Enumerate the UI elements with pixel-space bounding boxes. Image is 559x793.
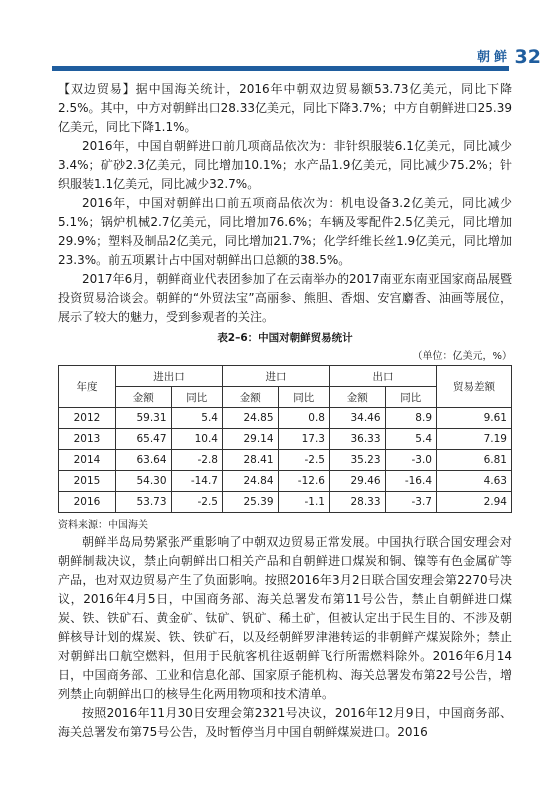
cell-value: 36.33 (329, 429, 385, 450)
cell-year: 2013 (59, 429, 116, 450)
header-yoy: 同比 (171, 387, 222, 408)
cell-value: 10.4 (171, 429, 222, 450)
cell-value: 4.63 (437, 471, 512, 492)
header-amount: 金额 (116, 387, 172, 408)
cell-value: 8.9 (385, 408, 436, 429)
cell-year: 2016 (59, 492, 116, 513)
cell-value: 63.64 (116, 450, 172, 471)
cell-value: 9.61 (437, 408, 512, 429)
paragraph-imports: 2016年，中国自朝鲜进口前几项商品依次为：非针织服装6.1亿美元，同比减少3.4%；矿砂2.3亿美元，同比增加10.1%；水产品1.9亿美元，同比减少75.2%；针织服装1.1亿美元，同比减少32.7%。 (58, 139, 512, 191)
cell-value: 5.4 (171, 408, 222, 429)
cell-value: -16.4 (385, 471, 436, 492)
cell-value: -2.8 (171, 450, 222, 471)
table-row (59, 408, 512, 429)
cell-value: 59.31 (116, 408, 172, 429)
cell-value: -14.7 (171, 471, 222, 492)
header-export: 出口 (329, 366, 436, 387)
cell-value: 6.81 (437, 450, 512, 471)
header-amount: 金额 (222, 387, 278, 408)
header-amount: 金额 (329, 387, 385, 408)
cell-value: 54.30 (116, 471, 172, 492)
table-row (59, 450, 512, 471)
cell-year: 2015 (59, 471, 116, 492)
cell-value: 24.85 (222, 408, 278, 429)
cell-year: 2014 (59, 450, 116, 471)
cell-value: 17.3 (278, 429, 329, 450)
cell-value: 7.19 (437, 429, 512, 450)
paragraph-trade-fair: 2017年6月，朝鲜商业代表团参加了在云南举办的2017南亚东南亚国家商品展暨投资贸易洽谈会。朝鲜的“外贸法宝”高丽参、熊胆、香烟、安宫麝香、油画等展位，展示了较大的魅力，受到参观者的关注。 (58, 272, 512, 324)
cell-value: 29.14 (222, 429, 278, 450)
page-number: 32 (514, 46, 541, 68)
table-source: 资料来源：中国海关 (58, 520, 148, 531)
cell-value: 28.33 (329, 492, 385, 513)
cell-year: 2012 (59, 408, 116, 429)
table-unit: （单位：亿美元，%） (412, 351, 512, 362)
paragraph-bilateral-trade: 【双边贸易】据中国海关统计，2016年中朝双边贸易额53.73亿美元，同比下降2.5%。其中，中方对朝鲜出口28.33亿美元，同比下降3.7%；中方自朝鲜进口25.39亿美元，同比下降1.1%。 (58, 82, 512, 134)
cell-value: -2.5 (171, 492, 222, 513)
header-import: 进口 (222, 366, 329, 387)
table-caption: 表2–6：中国对朝鲜贸易统计 (217, 332, 353, 344)
cell-value: -2.5 (278, 450, 329, 471)
header-year: 年度 (59, 366, 116, 408)
cell-value: -3.0 (385, 450, 436, 471)
header-yoy: 同比 (278, 387, 329, 408)
header-rule (52, 66, 509, 71)
cell-value: 28.41 (222, 450, 278, 471)
cell-value: 34.46 (329, 408, 385, 429)
header-balance: 贸易差额 (437, 366, 512, 408)
cell-value: 5.4 (385, 429, 436, 450)
paragraph-sanctions: 朝鲜半岛局势紧张严重影响了中朝双边贸易正常发展。中国执行联合国安理会对朝鲜制裁决议，禁止向朝鲜出口相关产品和自朝鲜进口煤炭和铜、镍等有色金属矿等产品，也对双边贸易产生了负面影响。按照2016年3月2日联合国安理会第2270号决议，2016年4月5日，中国商务部、海关总署发布第11号公告，禁止自朝鲜进口煤炭、铁、铁矿石、黄金矿、钛矿、钒矿、稀土矿，但被认定出于民生目的、不涉及朝鲜核导计划的煤炭、铁、铁矿石，以及经朝鲜罗津港转运的非朝鲜产煤炭除外；禁止对朝鲜出口航空燃料，但用于民航客机往返朝鲜飞行所需燃料除外。2016年6月14日，中国商务部、工业和信息化部、国家原子能机构、海关总署发布第22号公告，增列禁止向朝鲜出口的核导生化两用物项和技术清单。 (58, 535, 512, 701)
header-import-export: 进出口 (116, 366, 223, 387)
cell-value: -12.6 (278, 471, 329, 492)
table-row (59, 471, 512, 492)
header-yoy: 同比 (385, 387, 436, 408)
cell-value: -1.1 (278, 492, 329, 513)
cell-value: 2.94 (437, 492, 512, 513)
cell-value: 25.39 (222, 492, 278, 513)
trade-statistics-table (58, 365, 512, 513)
table-row (59, 492, 512, 513)
cell-value: 29.46 (329, 471, 385, 492)
cell-value: -3.7 (385, 492, 436, 513)
table-row (59, 429, 512, 450)
page-body (58, 80, 512, 742)
cell-value: 24.84 (222, 471, 278, 492)
cell-value: 35.23 (329, 450, 385, 471)
cell-value: 0.8 (278, 408, 329, 429)
paragraph-coal-suspension: 按照2016年11月30日安理会第2321号决议，2016年12月9日，中国商务部、海关总署发布第75号公告，及时暂停当月中国自朝鲜煤炭进口。2016 (58, 706, 512, 739)
cell-value: 53.73 (116, 492, 172, 513)
cell-value: 65.47 (116, 429, 172, 450)
header-title: 朝鲜 (476, 50, 511, 65)
paragraph-exports: 2016年，中国对朝鲜出口前五项商品依次为：机电设备3.2亿美元，同比减少5.1%；锅炉机械2.7亿美元，同比增加76.6%；车辆及零配件2.5亿美元，同比增加29.9%；塑料及制品2亿美元，同比增加21.7%；化学纤维长丝1.9亿美元，同比增加23.3%。前五项累计占中国对朝鲜出口总额的38.5%。 (58, 196, 512, 267)
